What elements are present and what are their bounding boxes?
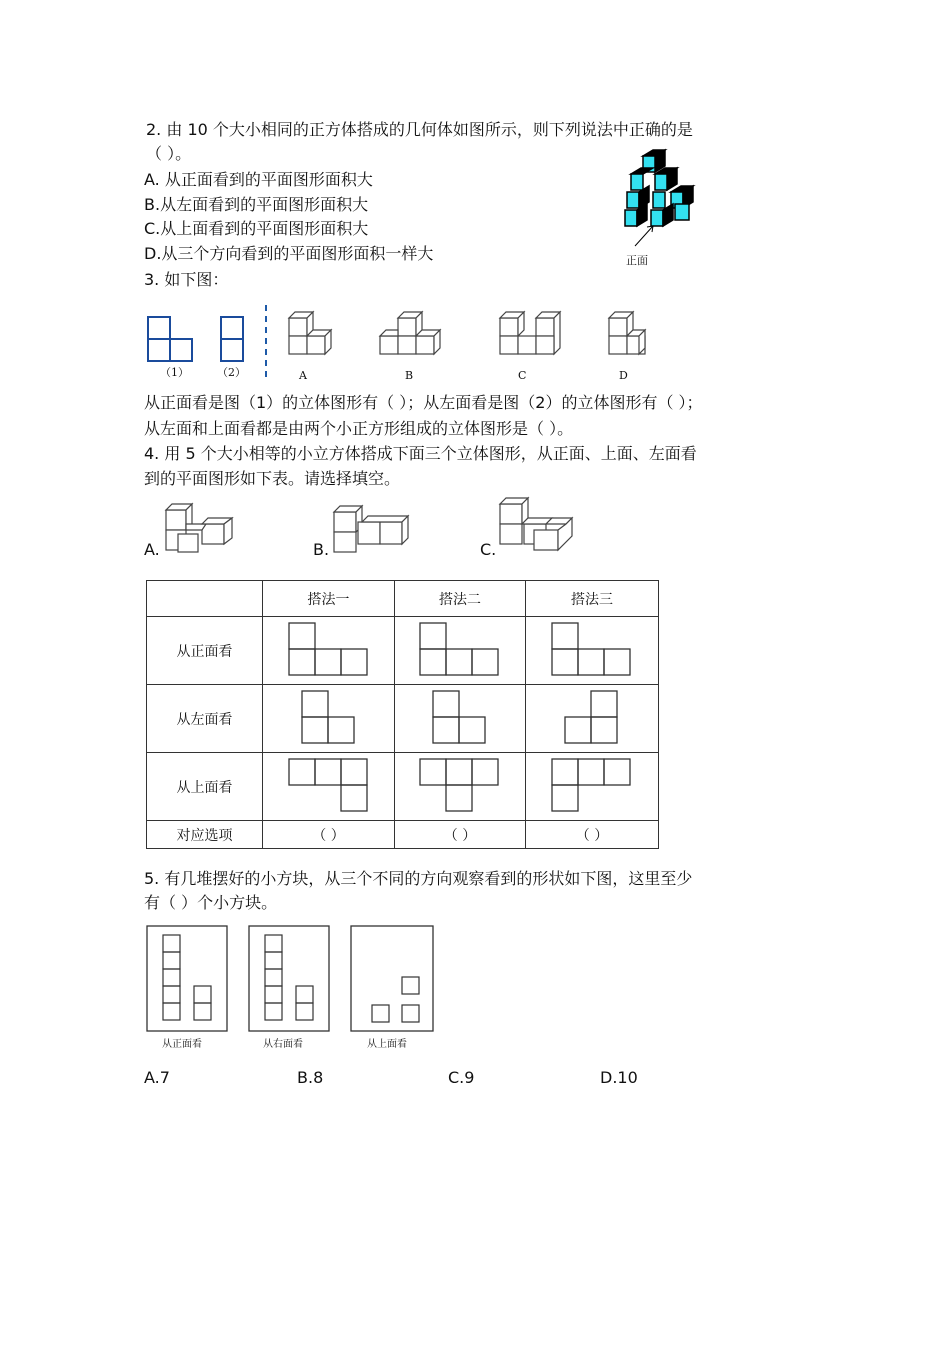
table-header-method-3: 搭法三 bbox=[526, 581, 659, 617]
q3-solid-b-label: B bbox=[405, 369, 414, 382]
q5-stem-line1: 5. 有几堆摆好的小方块，从三个不同的方向观察看到的形状如下图，这里至少 bbox=[144, 869, 693, 888]
left-view-method-2 bbox=[395, 685, 526, 753]
q5-front-view bbox=[146, 925, 228, 1033]
q4-label-b: B. bbox=[313, 540, 330, 559]
q3-solid-c-label: C bbox=[518, 369, 527, 382]
q2-option-d: D.从三个方向看到的平面图形面积一样大 bbox=[144, 244, 434, 263]
q3-solid-a-label: A bbox=[299, 369, 307, 382]
q3-view-2-label: （2） bbox=[217, 366, 246, 379]
q5-stem-line2: 有（ ）个小方块。 bbox=[144, 893, 278, 912]
q3-question-line2: 从左面和上面看都是由两个小正方形组成的立体图形是（ ）。 bbox=[144, 419, 574, 438]
answer-blank-method-3[interactable]: （ ） bbox=[526, 821, 659, 849]
q2-option-c: C.从上面看到的平面图形面积大 bbox=[144, 219, 369, 238]
q4-solid-b bbox=[330, 500, 420, 555]
q5-top-view-label: 从上面看 bbox=[367, 1039, 407, 1050]
q5-option-c: C.9 bbox=[448, 1068, 475, 1087]
q4-solid-a bbox=[162, 500, 242, 555]
q4-label-a: A. bbox=[144, 540, 160, 559]
q2-option-b: B.从左面看到的平面图形面积大 bbox=[144, 195, 369, 214]
q3-view-1 bbox=[146, 315, 206, 365]
q4-stem-line1: 4. 用 5 个大小相等的小立方体搭成下面三个立体图形，从正面、上面、左面看 bbox=[144, 444, 697, 463]
table-row-label-left: 从左面看 bbox=[147, 685, 263, 753]
top-view-method-2 bbox=[395, 753, 526, 821]
top-view-method-3 bbox=[526, 753, 659, 821]
q3-question-line1: 从正面看是图（1）的立体图形有（ ）；从左面看是图（2）的立体图形有（ ）； bbox=[144, 393, 703, 412]
table-header-method-2: 搭法二 bbox=[395, 581, 526, 617]
q2-cube-stack-figure bbox=[615, 148, 705, 258]
answer-blank-method-2[interactable]: （ ） bbox=[395, 821, 526, 849]
q4-label-c: C. bbox=[480, 540, 497, 559]
q3-solid-d-label: D bbox=[619, 369, 628, 382]
top-view-method-1 bbox=[263, 753, 395, 821]
q3-solid-b bbox=[378, 310, 448, 365]
table-row-label-top: 从上面看 bbox=[147, 753, 263, 821]
left-view-method-1 bbox=[263, 685, 395, 753]
q4-views-table bbox=[146, 580, 659, 849]
q5-option-b: B.8 bbox=[297, 1068, 324, 1087]
q3-view-2 bbox=[219, 315, 249, 365]
q5-option-a: A.7 bbox=[144, 1068, 170, 1087]
q5-front-view-label: 从正面看 bbox=[162, 1039, 202, 1050]
q3-solid-a bbox=[287, 310, 337, 365]
q2-option-a: A. 从正面看到的平面图形面积大 bbox=[144, 170, 373, 189]
front-view-method-2 bbox=[395, 617, 526, 685]
q3-view-1-label: （1） bbox=[160, 366, 189, 379]
q2-front-label: 正面 bbox=[626, 254, 648, 267]
q3-solid-d bbox=[607, 310, 657, 365]
table-row-label-answer: 对应选项 bbox=[147, 821, 263, 849]
q3-solid-c bbox=[498, 310, 568, 365]
front-view-method-3 bbox=[526, 617, 659, 685]
q2-stem-line2: （ ）。 bbox=[146, 144, 192, 163]
table-header-method-1: 搭法一 bbox=[263, 581, 395, 617]
q5-top-view bbox=[350, 925, 434, 1033]
q4-solid-c bbox=[496, 494, 586, 554]
q5-option-d: D.10 bbox=[600, 1068, 638, 1087]
q3-title: 3. 如下图： bbox=[144, 270, 229, 289]
q5-right-view-label: 从右面看 bbox=[263, 1039, 303, 1050]
left-view-method-3 bbox=[526, 685, 659, 753]
q2-stem-line1: 2. 由 10 个大小相同的正方体搭成的几何体如图所示，则下列说法中正确的是 bbox=[146, 120, 693, 139]
q4-stem-line2: 到的平面图形如下表。请选择填空。 bbox=[144, 469, 401, 488]
table-row-label-front: 从正面看 bbox=[147, 617, 263, 685]
answer-blank-method-1[interactable]: （ ） bbox=[263, 821, 395, 849]
front-view-method-1 bbox=[263, 617, 395, 685]
q3-dashed-divider bbox=[264, 305, 268, 381]
q5-right-view bbox=[248, 925, 330, 1033]
table-corner-cell bbox=[147, 581, 263, 617]
